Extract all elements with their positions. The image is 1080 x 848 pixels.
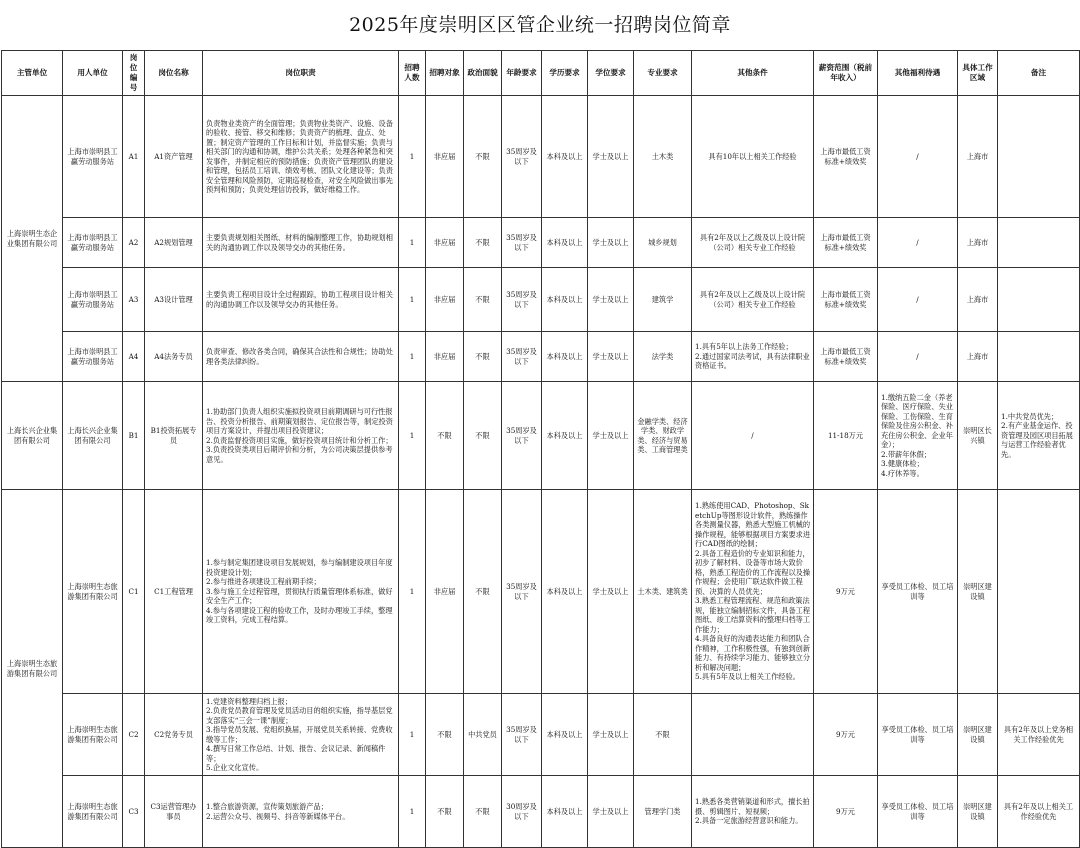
- hire-target: 非应届: [426, 218, 464, 268]
- remarks: 具有2年及以上相关工作经验优先: [998, 776, 1080, 848]
- employer: 上海崇明生态旅游集团有限公司: [63, 776, 123, 848]
- remarks: [998, 332, 1080, 382]
- header-cell: 其他条件: [692, 51, 814, 96]
- major-requirement: 法学类: [634, 332, 692, 382]
- hire-count: 1: [399, 96, 426, 218]
- employer: 上海长兴企业集团有限公司: [63, 382, 123, 490]
- remarks: [998, 268, 1080, 332]
- age-requirement: 35周岁及以下: [502, 96, 542, 218]
- work-area: 崇明区建设镇: [958, 490, 998, 694]
- salary-range: 11-18万元: [814, 382, 878, 490]
- header-cell: 政治面貌: [464, 51, 502, 96]
- table-row: [2, 96, 1080, 218]
- position-name: A4法务专员: [145, 332, 203, 382]
- other-conditions: 具有2年及以上乙级及以上设计院（公司）相关专业工作经验: [692, 268, 814, 332]
- remarks: [998, 490, 1080, 694]
- employer: 上海崇明生态旅游集团有限公司: [63, 490, 123, 694]
- employer: 上海市崇明县工贏劳动服务站: [63, 268, 123, 332]
- hire-target: 不限: [426, 776, 464, 848]
- header-cell: 岗位职责: [203, 51, 399, 96]
- major-requirement: 土木类、建筑类: [634, 490, 692, 694]
- degree-requirement: 学士及以上: [588, 96, 634, 218]
- political-status: 不限: [464, 218, 502, 268]
- other-conditions: [692, 694, 814, 776]
- work-area: 崇明区建设镇: [958, 776, 998, 848]
- position-code: C3: [123, 776, 145, 848]
- position-duty: 1.协助部门负责人组织实施拟投资项目前期调研与可行性报告、投资分析报告、前期策划报告、定位报告等，制定投资项目方案设计，并提出项目投资建议； 2.负责监督投资项目实施，做好投资项目统计和分析工作； 3.负责投资类项目后期评价和分析，为公司决策层提供参考意见。: [203, 382, 399, 490]
- position-duty: 负责审查、修改各类合同，确保其合法性和合规性；协助处理各类法律纠纷。: [203, 332, 399, 382]
- age-requirement: 35周岁及以下: [502, 694, 542, 776]
- position-name: A3设计管理: [145, 268, 203, 332]
- header-cell: 招聘对象: [426, 51, 464, 96]
- hire-count: 1: [399, 332, 426, 382]
- education-requirement: 本科及以上: [542, 96, 588, 218]
- remarks: [998, 96, 1080, 218]
- hire-target: 不限: [426, 382, 464, 490]
- header-cell: 备注: [998, 51, 1080, 96]
- table-row: [2, 332, 1080, 382]
- age-requirement: 30周岁及以下: [502, 776, 542, 848]
- remarks: [998, 218, 1080, 268]
- hire-count: 1: [399, 694, 426, 776]
- degree-requirement: 学士及以上: [588, 332, 634, 382]
- major-requirement: 管理学门类: [634, 776, 692, 848]
- work-area: 上海市: [958, 268, 998, 332]
- age-requirement: 35周岁及以下: [502, 218, 542, 268]
- salary-range: 9万元: [814, 694, 878, 776]
- benefits: 享受员工体检、员工培训等: [878, 776, 958, 848]
- position-duty: 负责物业类资产的全面管理；负责物业类资产、设施、设备的验收、接管、移交和维修；负责资产的梳理、盘点、处置；制定资产管理的工作目标和计划，并监督实施；负责与相关部门的沟通和协调，维护公共关系；处理各种紧急和突发事件，并制定相应的预防措施；负责资产管理团队的建设和管理，包括员工培训、绩效考核、团队文化建设等；负责安全管理和风险预防，定期巡视检查，对安全风险做出事先预判和预防；负责处理信访投诉，做好维稳工作。: [203, 96, 399, 218]
- major-requirement: 土木类: [634, 96, 692, 218]
- degree-requirement: 学士及以上: [588, 382, 634, 490]
- political-status: 不限: [464, 96, 502, 218]
- education-requirement: 本科及以上: [542, 218, 588, 268]
- position-duty: 1.党建资料整理归档上报； 2.负责党员教育管理及党员活动目的组织实施，指导基层党支部落实“三会一课”制度； 3.指导党员发展、党组织换届，开展党员关系转接、党费收缴等工作； 4.撰写日常工作总结、计划、报告、会议记录、新闻稿件等； 5.企业文化宣传。: [203, 694, 399, 776]
- political-status: 不限: [464, 776, 502, 848]
- salary-range: 上海市最低工资标准+绩效奖: [814, 332, 878, 382]
- header-cell: 主管单位: [2, 51, 63, 96]
- major-requirement: 不限: [634, 694, 692, 776]
- age-requirement: 35周岁及以下: [502, 490, 542, 694]
- salary-range: 9万元: [814, 776, 878, 848]
- hire-count: 1: [399, 490, 426, 694]
- employer: 上海市崇明县工贏劳动服务站: [63, 218, 123, 268]
- header-row: [2, 51, 1080, 96]
- header-cell: 学历要求: [542, 51, 588, 96]
- position-name: C1工程管理: [145, 490, 203, 694]
- header-cell: 招聘人数: [399, 51, 426, 96]
- benefits: /: [878, 96, 958, 218]
- hire-target: 非应届: [426, 268, 464, 332]
- work-area: 崇明区长兴镇: [958, 382, 998, 490]
- major-requirement: 金融学类、经济学类、财政学类、经济与贸易类、工商管理类: [634, 382, 692, 490]
- table-row: [2, 382, 1080, 490]
- position-code: A3: [123, 268, 145, 332]
- age-requirement: 35周岁及以下: [502, 332, 542, 382]
- other-conditions: 1.熟练使用CAD、Photoshop、SketchUp等图形设计软件，熟练操作各类测量仪器，熟悉大型施工机械的操作规程，能够根据项目方案要求进行CAD图纸的绘制； 2.具备工程造价的专业知识和能力，初步了解材料、设备等市场大致价格，熟悉工程造价的工作流程以及操作规程；会使用广联达软件做工程预、决算的人员优先； 3.熟悉工程管理流程、规范和政策法规，能独立编制招标文件，具备工程图纸、竣工结算资料的整理归档等工作能力； 4.具备良好的沟通表达能力和团队合作精神，工作积极性强，有独到创新能力、有持续学习能力、能够独立分析和解决问题； 5.具有5年及以上相关工作经验。: [692, 490, 814, 694]
- degree-requirement: 学士及以上: [588, 776, 634, 848]
- remarks: 具有2年及以上党务相关工作经验优先: [998, 694, 1080, 776]
- degree-requirement: 学士及以上: [588, 218, 634, 268]
- hire-count: 1: [399, 776, 426, 848]
- major-requirement: 建筑学: [634, 268, 692, 332]
- degree-requirement: 学士及以上: [588, 694, 634, 776]
- education-requirement: 本科及以上: [542, 382, 588, 490]
- position-code: C2: [123, 694, 145, 776]
- header-cell: 用人单位: [63, 51, 123, 96]
- education-requirement: 本科及以上: [542, 776, 588, 848]
- political-status: 不限: [464, 332, 502, 382]
- other-conditions: /: [692, 382, 814, 490]
- position-code: A2: [123, 218, 145, 268]
- political-status: 不限: [464, 268, 502, 332]
- degree-requirement: 学士及以上: [588, 268, 634, 332]
- salary-range: 上海市最低工资标准+绩效奖: [814, 268, 878, 332]
- hire-count: 1: [399, 218, 426, 268]
- hire-count: 1: [399, 268, 426, 332]
- header-cell: 岗位名称: [145, 51, 203, 96]
- salary-range: 上海市最低工资标准+绩效奖: [814, 96, 878, 218]
- position-code: A1: [123, 96, 145, 218]
- supervisor-unit: 上海崇明生态企业集团有限公司: [2, 96, 63, 382]
- political-status: 中共党员: [464, 694, 502, 776]
- salary-range: 上海市最低工资标准+绩效奖: [814, 218, 878, 268]
- benefits: /: [878, 218, 958, 268]
- age-requirement: 35周岁及以下: [502, 382, 542, 490]
- age-requirement: 35周岁及以下: [502, 268, 542, 332]
- header-cell: 薪资范围（税前年收入）: [814, 51, 878, 96]
- benefits: 享受员工体检、员工培训等: [878, 694, 958, 776]
- benefits: 享受员工体检、员工培训等: [878, 490, 958, 694]
- salary-range: 9万元: [814, 490, 878, 694]
- political-status: 不限: [464, 490, 502, 694]
- header-cell: 具体工作区域: [958, 51, 998, 96]
- hire-target: 不限: [426, 694, 464, 776]
- employer: 上海市崇明县工贏劳动服务站: [63, 96, 123, 218]
- supervisor-unit: 上海长兴企业集团有限公司: [2, 382, 63, 490]
- benefits: /: [878, 268, 958, 332]
- table-row: [2, 490, 1080, 694]
- employer: 上海市崇明县工贏劳动服务站: [63, 332, 123, 382]
- benefits: 1.缴纳五险二金（养老保险、医疗保险、失业保险、工伤保险、生育保险及住房公积金、补充住房公积金、企业年金）； 2.带薪年休假； 3.健康体检； 4.疗休养等。: [878, 382, 958, 490]
- degree-requirement: 学士及以上: [588, 490, 634, 694]
- other-conditions: 具有10年以上相关工作经验: [692, 96, 814, 218]
- table-row: [2, 268, 1080, 332]
- work-area: 上海市: [958, 96, 998, 218]
- position-name: B1投资拓展专员: [145, 382, 203, 490]
- position-name: A1资产管理: [145, 96, 203, 218]
- education-requirement: 本科及以上: [542, 332, 588, 382]
- hire-target: 非应届: [426, 490, 464, 694]
- position-duty: 主要负责工程项目设计全过程跟踪，协助工程项目设计相关的沟通协调工作以及领导交办的其他任务。: [203, 268, 399, 332]
- table-row: [2, 776, 1080, 848]
- political-status: 不限: [464, 382, 502, 490]
- position-name: C3运营管理办事员: [145, 776, 203, 848]
- position-code: C1: [123, 490, 145, 694]
- position-code: A4: [123, 332, 145, 382]
- header-cell: 专业要求: [634, 51, 692, 96]
- position-name: A2规划管理: [145, 218, 203, 268]
- remarks: 1.中共党员优先； 2.有产业基金运作、投资管理及园区项目拓展与运营工作经验者优先。: [998, 382, 1080, 490]
- recruitment-table: [1, 50, 1080, 848]
- header-cell: 其他福利待遇: [878, 51, 958, 96]
- work-area: 崇明区建设镇: [958, 694, 998, 776]
- education-requirement: 本科及以上: [542, 490, 588, 694]
- position-duty: 主要负责规划相关图纸、材料的编制整理工作，协助规划相关的沟通协调工作以及领导交办的其他任务。: [203, 218, 399, 268]
- hire-count: 1: [399, 382, 426, 490]
- header-cell: 岗位编号: [123, 51, 145, 96]
- benefits: /: [878, 332, 958, 382]
- education-requirement: 本科及以上: [542, 694, 588, 776]
- header-cell: 年龄要求: [502, 51, 542, 96]
- table-row: [2, 218, 1080, 268]
- major-requirement: 城乡规划: [634, 218, 692, 268]
- employer: 上海崇明生态旅游集团有限公司: [63, 694, 123, 776]
- work-area: 上海市: [958, 332, 998, 382]
- position-name: C2党务专员: [145, 694, 203, 776]
- position-code: B1: [123, 382, 145, 490]
- education-requirement: 本科及以上: [542, 268, 588, 332]
- position-duty: 1.整合旅游资源，宣传策划旅游产品； 2.运营公众号、视频号、抖音等新媒体平台。: [203, 776, 399, 848]
- other-conditions: 1.具有5年以上法务工作经验； 2.通过国家司法考试，具有法律职业资格证书。: [692, 332, 814, 382]
- header-cell: 学位要求: [588, 51, 634, 96]
- position-duty: 1.参与制定集团建设项目发展规划，参与编制建设项目年度投资建设计划； 2.参与推进各项建设工程前期手续； 3.参与施工全过程管理，贯彻执行质量管理体系标准，做好安全生产工作； 4.参与各项建设工程的验收工作，及时办理竣工手续，整理竣工资料，完成工程结算。: [203, 490, 399, 694]
- work-area: 上海市: [958, 218, 998, 268]
- hire-target: 非应届: [426, 332, 464, 382]
- page-title: 2025年度崇明区区管企业统一招聘岗位简章: [349, 14, 731, 36]
- hire-target: 非应届: [426, 96, 464, 218]
- supervisor-unit: 上海崇明生态旅游集团有限公司: [2, 490, 63, 848]
- other-conditions: 1.熟悉各类营销渠道和形式，擅长拍摄、剪辑图片、短视频； 2.具备一定旅游经营意识和能力。: [692, 776, 814, 848]
- table-row: [2, 694, 1080, 776]
- other-conditions: 具有2年及以上乙级及以上设计院（公司）相关专业工作经验: [692, 218, 814, 268]
